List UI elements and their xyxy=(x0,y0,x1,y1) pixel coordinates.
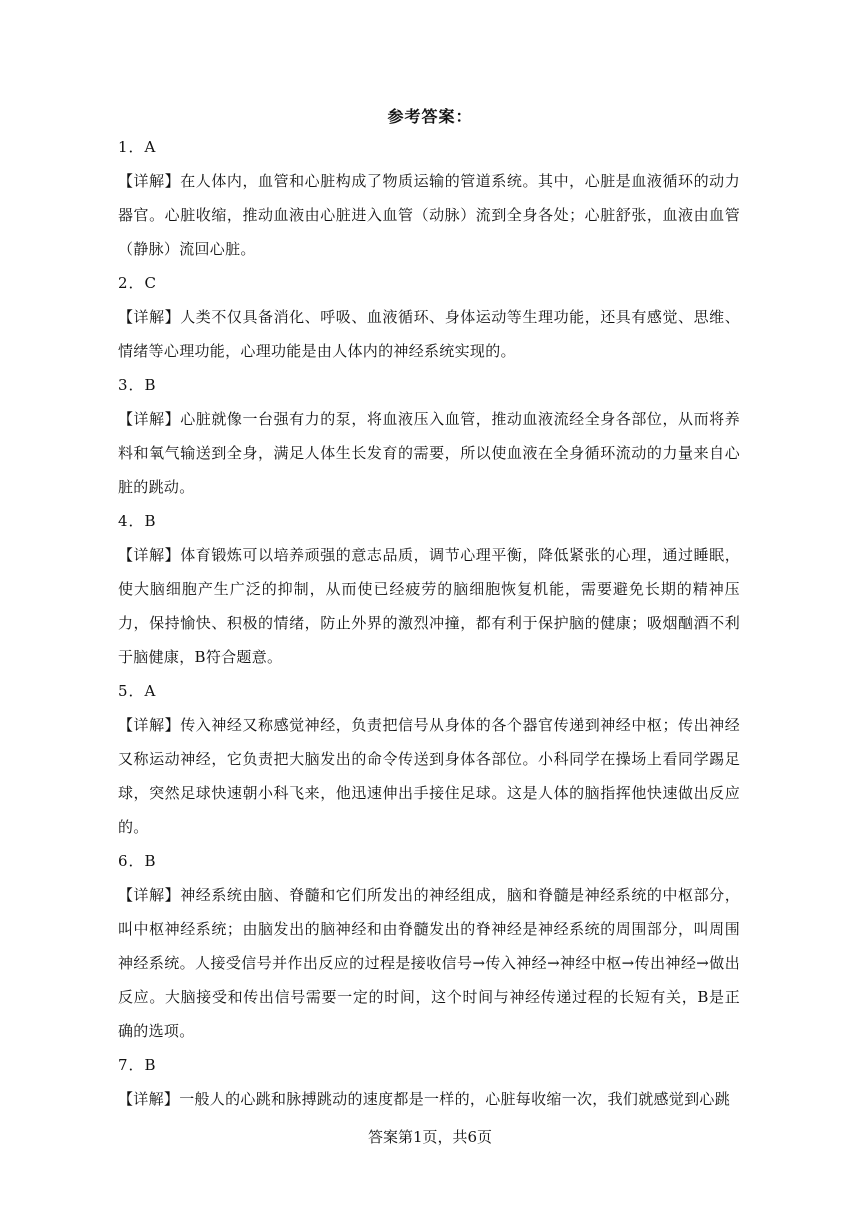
answer-key: 1．A xyxy=(118,138,157,156)
answer-detail xyxy=(118,1082,740,1116)
answer-key: 6．B xyxy=(118,852,157,870)
answer-item-5 xyxy=(118,674,740,844)
answer-detail xyxy=(118,538,740,674)
answer-detail xyxy=(118,878,740,1048)
answer-item-3 xyxy=(118,368,740,504)
detail-tag: 【详解】 xyxy=(118,410,181,428)
detail-text: 人类不仅具备消化、呼吸、血液循环、身体运动等生理功能，还具有感觉、思维、情绪等心理功能，心理功能是由人体内的神经系统实现的。 xyxy=(118,308,740,360)
detail-tag: 【详解】 xyxy=(118,1090,180,1108)
detail-tag: 【详解】 xyxy=(118,716,181,734)
answer-key: 3．B xyxy=(118,376,157,394)
detail-text: 传入神经又称感觉神经，负责把信号从身体的各个器官传递到神经中枢；传出神经又称运动神经，它负责把大脑发出的命令传送到身体各部位。小科同学在操场上看同学踢足球，突然足球快速朝小科飞来，他迅速伸出手接住足球。这是人体的脑指挥他快速做出反应的。 xyxy=(118,716,740,836)
answer-list xyxy=(118,130,740,1116)
answer-key: 5．A xyxy=(118,682,157,700)
detail-text: 心脏就像一台强有力的泵，将血液压入血管，推动血液流经全身各部位，从而将养料和氧气输送到全身，满足人体生长发育的需要，所以使血液在全身循环流动的力量来自心脏的跳动。 xyxy=(118,410,740,496)
answer-item-6 xyxy=(118,844,740,1048)
answer-item-4 xyxy=(118,504,740,674)
answer-detail xyxy=(118,164,740,266)
answer-item-7 xyxy=(118,1048,740,1116)
answer-key: 7．B xyxy=(118,1056,157,1074)
answer-key: 4．B xyxy=(118,512,157,530)
page-title: 参考答案： xyxy=(387,107,473,126)
answer-key: 2．C xyxy=(118,274,158,292)
answer-detail xyxy=(118,708,740,844)
detail-tag: 【详解】 xyxy=(118,886,181,904)
page-footer: 答案第1页，共6页 xyxy=(367,1128,493,1146)
detail-tag: 【详解】 xyxy=(118,546,181,564)
detail-text: 体育锻炼可以培养顽强的意志品质，调节心理平衡，降低紧张的心理，通过睡眠，使大脑细胞产生广泛的抑制，从而使已经疲劳的脑细胞恢复机能，需要避免长期的精神压力，保持愉快、积极的情绪，防止外界的激烈冲撞，都有利于保护脑的健康；吸烟酗酒不利于脑健康，B符合题意。 xyxy=(118,546,740,666)
answer-detail xyxy=(118,300,740,368)
answer-item-1 xyxy=(118,130,740,266)
detail-tag: 【详解】 xyxy=(118,308,181,326)
detail-text: 一般人的心跳和脉搏跳动的速度都是一样的，心脏每收缩一次，我们就感觉到心跳 xyxy=(179,1090,731,1108)
answer-detail xyxy=(118,402,740,504)
detail-text: 在人体内，血管和心脏构成了物质运输的管道系统。其中，心脏是血液循环的动力器官。心脏收缩，推动血液由心脏进入血管（动脉）流到全身各处；心脏舒张，血液由血管（静脉）流回心脏。 xyxy=(118,172,740,258)
answer-item-2 xyxy=(118,266,740,368)
detail-text: 神经系统由脑、脊髓和它们所发出的神经组成，脑和脊髓是神经系统的中枢部分，叫中枢神经系统；由脑发出的脑神经和由脊髓发出的脊神经是神经系统的周围部分，叫周围神经系统。人接受信号并作出反应的过程是接收信号→传入神经→神经中枢→传出神经→做出反应。大脑接受和传出信号需要一定的时间，这个时间与神经传递过程的长短有关，B是正确的选项。 xyxy=(118,886,740,1040)
detail-tag: 【详解】 xyxy=(118,172,181,190)
